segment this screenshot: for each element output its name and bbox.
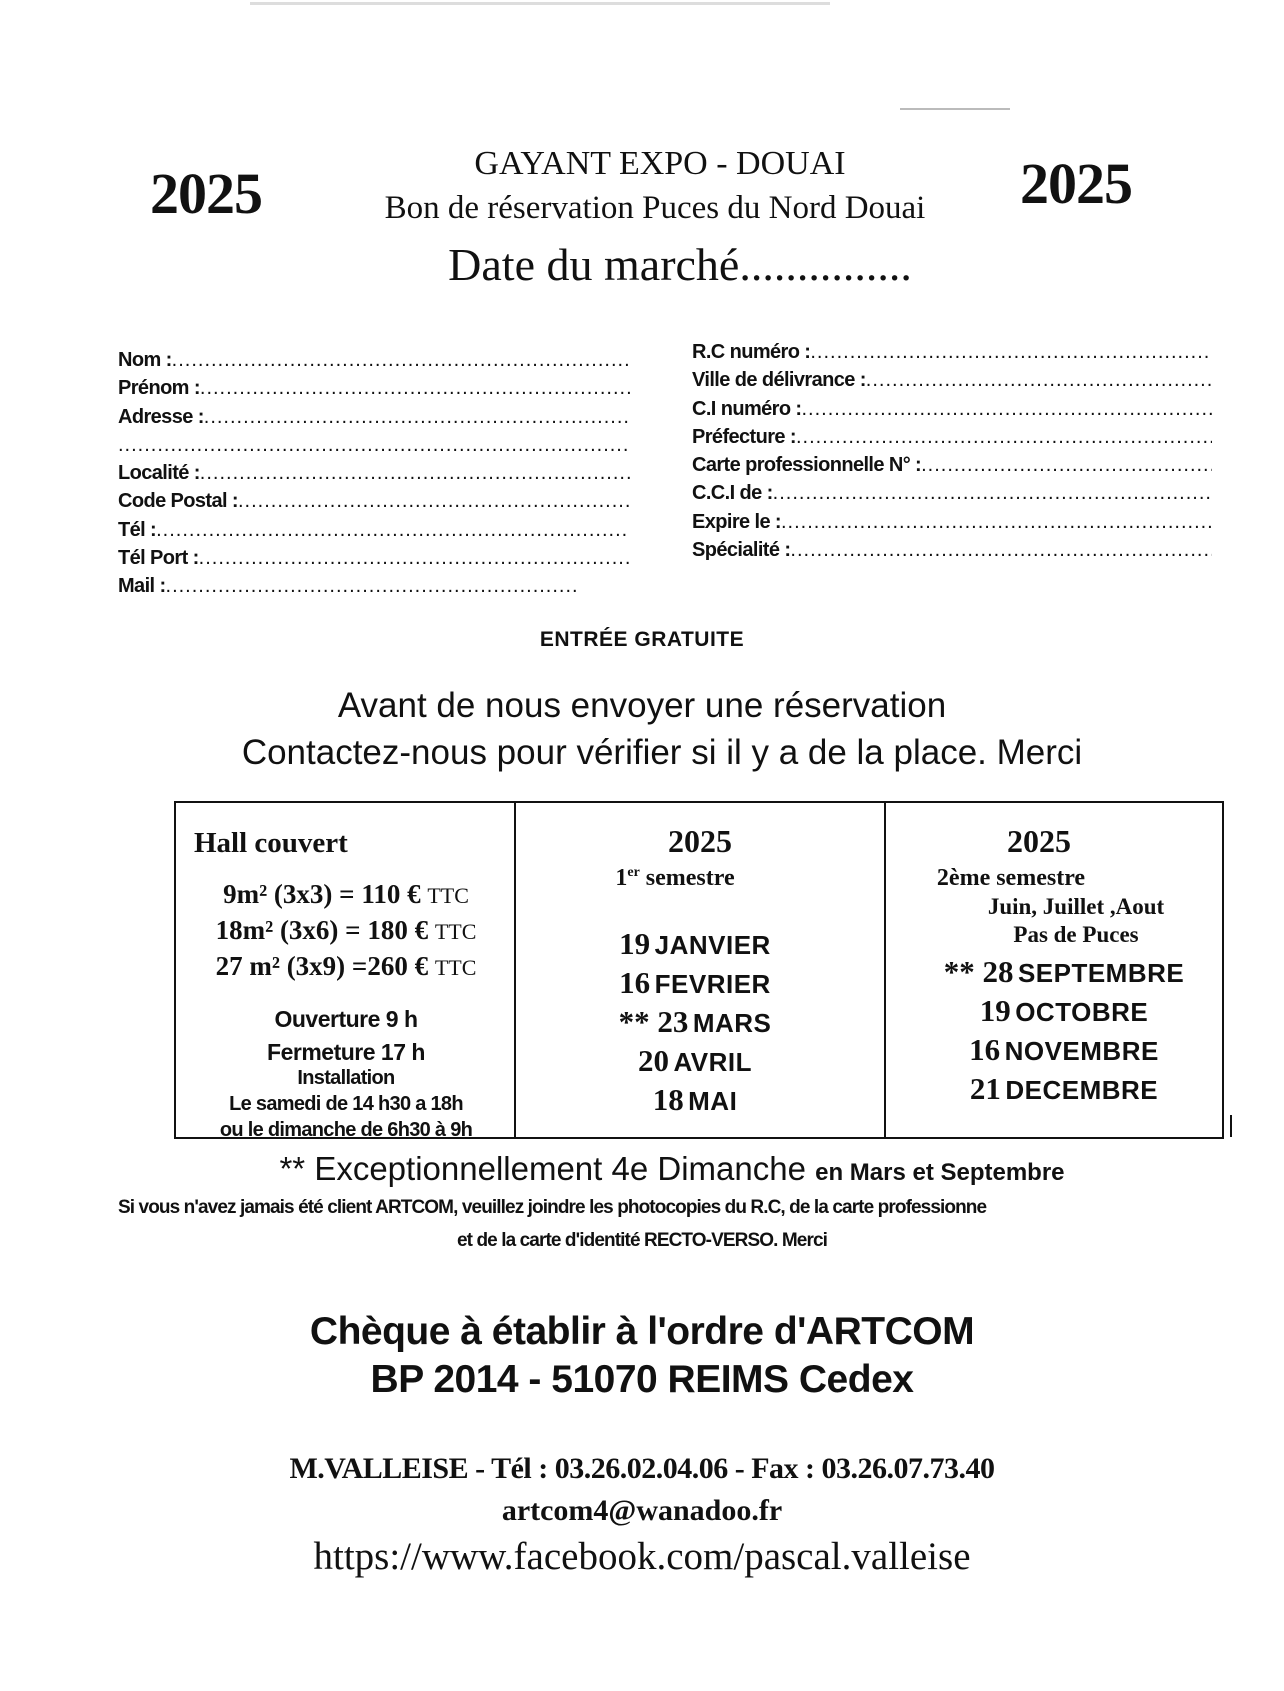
table-edge-mark bbox=[1230, 1115, 1232, 1137]
fill-line[interactable] bbox=[781, 508, 1212, 536]
date-row bbox=[906, 1072, 1222, 1111]
semester1-label bbox=[516, 865, 884, 892]
price-size: 27 m² (3x9) = bbox=[215, 951, 368, 981]
contact-phone-fax: M.VALLEISE - Tél : 03.26.02.04.06 - Fax : 03.26.07.73.40 bbox=[289, 1452, 995, 1485]
mail-field[interactable] bbox=[118, 572, 578, 600]
fill-line[interactable] bbox=[166, 572, 578, 600]
date-month: OCTOBRE bbox=[1015, 997, 1149, 1027]
cci-field[interactable] bbox=[692, 479, 1212, 507]
fill-line[interactable] bbox=[773, 479, 1212, 507]
date-month: DECEMBRE bbox=[1005, 1075, 1159, 1105]
new-client-note-2: et de la carte d'identité RECTO-VERSO. Merci bbox=[456, 1230, 827, 1251]
prenom-field[interactable] bbox=[118, 374, 630, 402]
fill-line[interactable] bbox=[238, 487, 630, 515]
field-label: Carte professionnelle N° : bbox=[692, 454, 922, 477]
cheque-payee: Chèque à établir à l'ordre d'ARTCOM bbox=[309, 1310, 975, 1353]
facebook-link[interactable]: https://www.facebook.com/pascal.valleise bbox=[313, 1535, 971, 1578]
adresse-field[interactable] bbox=[118, 403, 630, 431]
fill-line[interactable] bbox=[204, 403, 630, 431]
date-day: 28 bbox=[982, 954, 1014, 989]
price-row bbox=[176, 877, 516, 913]
fill-line[interactable] bbox=[790, 536, 1212, 564]
field-label: Tél Port : bbox=[118, 547, 199, 570]
professional-info-form bbox=[692, 338, 1212, 564]
date-row bbox=[516, 1083, 874, 1122]
no-market-months: Juin, Juillet ,Aout bbox=[987, 894, 1165, 919]
fill-line[interactable] bbox=[200, 374, 630, 402]
field-label: C.I numéro : bbox=[692, 397, 802, 420]
fill-line[interactable] bbox=[172, 346, 630, 374]
fill-line[interactable] bbox=[200, 459, 630, 487]
price-amount: 260 € bbox=[367, 951, 435, 981]
scan-artifact-top bbox=[250, 2, 830, 5]
date-day: 16 bbox=[969, 1032, 1001, 1067]
field-label: Préfecture : bbox=[692, 425, 796, 448]
notice-line-1: Avant de nous envoyer une réservation bbox=[337, 686, 947, 725]
code-postal-field[interactable] bbox=[118, 487, 630, 515]
field-label: Ville de délivrance : bbox=[692, 369, 866, 392]
date-prefix: ** bbox=[943, 954, 983, 989]
market-date-field[interactable]: Date du marché............... bbox=[448, 239, 912, 290]
price-tax: TTC bbox=[434, 955, 477, 980]
date-month: NOVEMBRE bbox=[1004, 1036, 1159, 1066]
fill-line[interactable] bbox=[156, 516, 630, 544]
tel-field[interactable] bbox=[118, 516, 630, 544]
exception-months: en Mars et Septembre bbox=[815, 1159, 1065, 1186]
date-row bbox=[906, 994, 1222, 1033]
expire-field[interactable] bbox=[692, 508, 1212, 536]
price-tax: TTC bbox=[427, 883, 469, 908]
date-prefix: ** bbox=[618, 1004, 658, 1039]
date-day: 18 bbox=[652, 1082, 684, 1117]
price-amount: 180 € bbox=[367, 915, 435, 945]
venue-title: GAYANT EXPO - DOUAI bbox=[474, 145, 846, 182]
opening-hours bbox=[176, 1003, 516, 1069]
year-left: 2025 bbox=[150, 161, 262, 226]
field-label: C.C.I de : bbox=[692, 482, 773, 505]
installation-sunday: ou le dimanche de 6h30 à 9h bbox=[219, 1119, 473, 1141]
field-label: Localité : bbox=[118, 462, 200, 485]
date-day: 16 bbox=[619, 965, 651, 1000]
fill-line[interactable] bbox=[866, 366, 1212, 394]
carte-pro-field[interactable] bbox=[692, 451, 1212, 479]
localite-field[interactable] bbox=[118, 459, 630, 487]
price-amount: 110 € bbox=[361, 879, 428, 909]
fill-line[interactable] bbox=[810, 338, 1212, 366]
installation-info bbox=[176, 1065, 516, 1143]
date-day: 19 bbox=[619, 926, 651, 961]
ville-delivrance-field[interactable] bbox=[692, 366, 1212, 394]
date-day: 23 bbox=[657, 1004, 689, 1039]
prefecture-field[interactable] bbox=[692, 423, 1212, 451]
field-label: Nom : bbox=[118, 349, 172, 371]
fill-line[interactable] bbox=[921, 451, 1212, 479]
field-label: Spécialité : bbox=[692, 539, 791, 562]
rc-numero-field[interactable] bbox=[692, 338, 1212, 366]
semester1-text: semestre bbox=[639, 865, 735, 891]
semester1-ordinal: er bbox=[627, 865, 640, 880]
date-row bbox=[516, 966, 874, 1005]
opening-time: Ouverture 9 h bbox=[274, 1006, 418, 1032]
date-day: 21 bbox=[969, 1071, 1001, 1106]
form-title: Bon de réservation Puces du Nord Douai bbox=[384, 190, 926, 226]
date-month: AVRIL bbox=[673, 1047, 753, 1077]
specialite-field[interactable] bbox=[692, 536, 1212, 564]
adresse-continued-field[interactable] bbox=[118, 431, 630, 459]
field-label: Prénom : bbox=[118, 377, 200, 400]
notice-line-2: Contactez-nous pour vérifier si il y a de la place. Merci bbox=[241, 733, 1083, 772]
semester2-column bbox=[886, 803, 1222, 1137]
date-day: 20 bbox=[637, 1043, 669, 1078]
date-row bbox=[906, 1033, 1222, 1072]
hall-column bbox=[176, 803, 516, 1141]
field-label: Expire le : bbox=[692, 510, 781, 533]
semester2-year: 2025 bbox=[1007, 823, 1071, 859]
no-market-text: Pas de Puces bbox=[1013, 922, 1139, 947]
date-row bbox=[516, 927, 874, 966]
date-month: SEPTEMBRE bbox=[1017, 958, 1185, 988]
price-list bbox=[176, 877, 516, 985]
field-label: Mail : bbox=[118, 575, 166, 598]
exception-main: ** Exceptionnellement 4e Dimanche bbox=[279, 1150, 816, 1187]
exception-note bbox=[0, 1150, 1284, 1188]
closing-time: Fermeture 17 h bbox=[267, 1039, 425, 1065]
installation-saturday: Le samedi de 14 h30 a 18h bbox=[229, 1093, 463, 1115]
free-entry-label: ENTRÉE GRATUITE bbox=[539, 628, 745, 651]
date-month: JANVIER bbox=[654, 930, 771, 960]
field-label: R.C numéro : bbox=[692, 341, 811, 363]
contact-email-link[interactable]: artcom4@wanadoo.fr bbox=[501, 1494, 783, 1527]
mailing-address: BP 2014 - 51070 REIMS Cedex bbox=[370, 1358, 914, 1401]
date-row bbox=[516, 1005, 874, 1044]
semester2-note bbox=[926, 893, 1226, 949]
new-client-note-1: Si vous n'avez jamais été client ARTCOM, veuillez joindre les photocopies du R.C, de la carte professionne bbox=[118, 1197, 987, 1218]
fill-line[interactable] bbox=[118, 431, 630, 459]
semester1-number: 1 bbox=[615, 865, 628, 891]
semester1-dates bbox=[516, 927, 884, 1122]
schedule-table bbox=[174, 801, 1224, 1139]
price-size: 9m² (3x3) = bbox=[223, 879, 362, 909]
field-label: Code Postal : bbox=[118, 490, 238, 513]
fill-line[interactable] bbox=[796, 423, 1212, 451]
ci-numero-field[interactable] bbox=[692, 395, 1212, 423]
semester2-label: 2ème semestre bbox=[936, 865, 1086, 891]
fill-line[interactable] bbox=[199, 544, 630, 572]
date-day: 19 bbox=[979, 993, 1011, 1028]
scan-artifact-line bbox=[900, 108, 1010, 110]
semester1-column bbox=[516, 803, 886, 1137]
hall-title: Hall couvert bbox=[194, 827, 348, 859]
date-month: FEVRIER bbox=[654, 969, 771, 999]
price-row bbox=[176, 949, 516, 985]
personal-info-form bbox=[118, 346, 630, 601]
date-row bbox=[516, 1044, 874, 1083]
date-month: MAI bbox=[688, 1086, 738, 1116]
date-row bbox=[906, 955, 1222, 994]
semester2-dates bbox=[886, 955, 1222, 1111]
installation-title: Installation bbox=[297, 1067, 395, 1089]
nom-field[interactable] bbox=[118, 346, 630, 374]
semester1-year: 2025 bbox=[668, 823, 732, 859]
field-label: Tél : bbox=[118, 518, 157, 541]
year-right: 2025 bbox=[1020, 151, 1132, 216]
fill-line[interactable] bbox=[801, 395, 1212, 423]
field-label: Adresse : bbox=[118, 405, 204, 428]
date-month: MARS bbox=[692, 1008, 772, 1038]
tel-port-field[interactable] bbox=[118, 544, 630, 572]
price-tax: TTC bbox=[434, 919, 477, 944]
price-row bbox=[176, 913, 516, 949]
price-size: 18m² (3x6) = bbox=[215, 915, 368, 945]
